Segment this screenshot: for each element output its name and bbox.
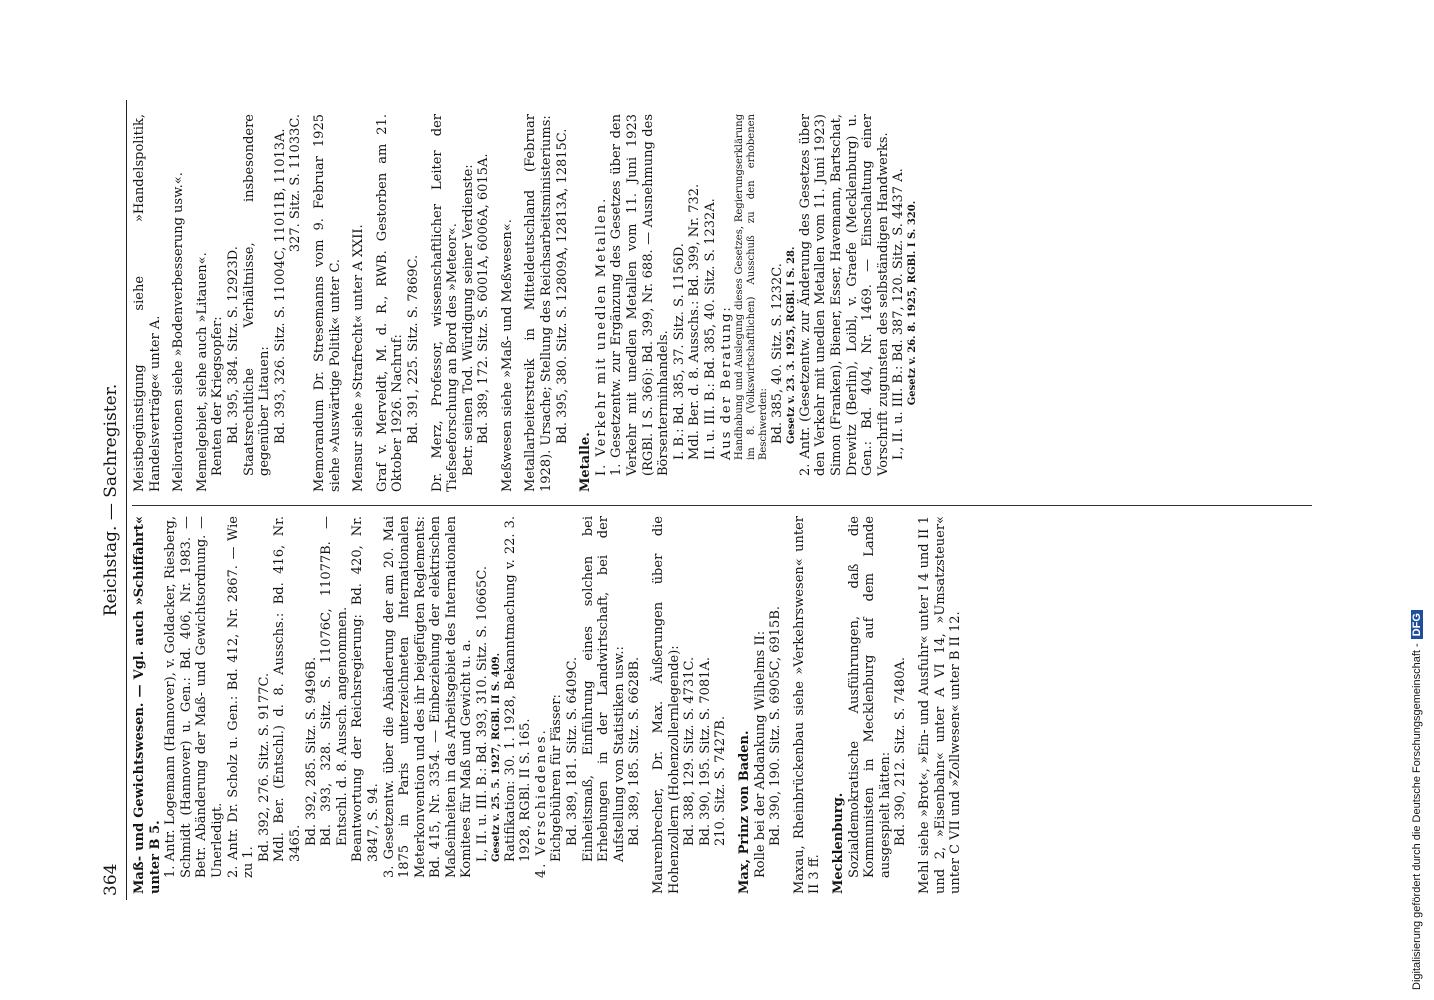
entry-meistbeguenstigung <box>132 114 163 492</box>
column-divider <box>132 505 1312 506</box>
digitization-credit <box>1410 0 1424 990</box>
text-line: I. Verkehr mit unedlen Metallen. <box>593 196 609 476</box>
text-line: Bd. 389, 185. Sitz. S. 6628B. <box>627 656 643 846</box>
text-line: I. B.: Bd. 385, 37. Sitz. S. 1156D. <box>671 243 687 460</box>
entry-metallarbeiterstreik <box>523 114 570 492</box>
text-line: Dr. Merz, Professor, wissenschaftlicher Leiter der Tiefseeforschung an Bord des »Meteor«. <box>429 114 461 492</box>
text-line: II. u. III. B.: Bd. 385, 40. Sitz. S. 1232A. <box>703 198 718 460</box>
entry-merveldt <box>375 114 422 492</box>
text-line: Rolle bei der Abdankung Wilhelms II: <box>752 630 768 878</box>
entry-mehl <box>917 516 964 894</box>
text-line: Bd. 389, 172. Sitz. S. 6001A, 6006A, 6015A. <box>476 153 492 444</box>
entry-mass-und-gewichtswesen <box>132 516 643 894</box>
text-line: Max, Prinz von Baden. <box>736 730 752 894</box>
right-column <box>132 114 1312 492</box>
entry-messwesen <box>500 114 516 492</box>
text-line: Memorandum Dr. Stresemanns vom 9. Februar 1925 siehe »Auswärtige Politik« unter C. <box>311 114 343 492</box>
text-line: 210. Sitz. S. 7427B. <box>713 716 729 846</box>
text-line: Graf v. Merveldt, M. d. R., RWB. Gestorben am 21. Oktober 1926. Nachruf: <box>374 114 406 492</box>
text-line: 4. Verschiedenes. <box>533 728 549 878</box>
text-line: Meliorationen siehe »Bodenverbesserung usw.«. <box>171 172 187 492</box>
left-column <box>132 516 1312 894</box>
text-line: Bd. 393, 328. Sitz. S. 11076C, 11077B. — Entschl. d. 8. Aussch. angenommen. <box>319 516 350 846</box>
text-line: Bd. 392, 276. Sitz. S. 9177C. <box>256 672 272 862</box>
text-line: Maß- und Gewichtswesen. — Vgl. auch »Schiffahrt« unter B 5. <box>132 516 163 894</box>
text-line: 1. Antr. Logemann (Hannover), v. Goldacker, Riesberg, Schmidt (Hannover) u. Gen.: Bd. 406, Nr. 1983. — Betr. Abänderung der Maß- und Gewichtsordnung. — Unerledigt. <box>163 516 225 878</box>
text-line: Mensur siehe »Strafrecht« unter A XXII. <box>351 224 367 492</box>
text-line: Beantwortung der Reichsregierung: Bd. 420, Nr. 3847, S. 94. <box>350 516 381 862</box>
text-line: Bd. 390, 212. Sitz. S. 7480A. <box>893 656 909 846</box>
text-line: I., II. u. III. B.: Bd. 393, 310. Sitz. S. 10665C. <box>475 566 491 862</box>
rotated-page <box>100 100 1320 900</box>
entry-maxau <box>792 516 823 894</box>
text-line: Einheitsmaß, Einführung eines solchen bei Erhebungen in der Landwirtschaft, bei der Aufstellung von Statistiken usw.: <box>580 516 627 862</box>
text-line: Betr. seinen Tod. Würdigung seiner Verdienste: <box>460 164 476 476</box>
entry-maurenbrecher <box>651 516 729 894</box>
text-line: Ratifikation: 30. 1. 1928, Bekanntmachung v. 22. 3. 1928, RGBl. II S. 165. <box>502 516 534 862</box>
text-line: Handhabung und Auslegung dieses Gesetzes, Regierungserklärung im 8. (Volkswirtschaftlichen) Ausschuß zu den erhobenen Beschwerden: <box>734 114 770 460</box>
text-line: Mdl. Ber. (Entschl.) d. 8. Ausschs.: Bd. 416, Nr. 3465. <box>272 516 303 862</box>
entry-mensur <box>351 114 367 492</box>
credit-text: Digitalisierung gefördert durch die Deutsche Forschungsgemeinschaft - <box>1411 643 1423 990</box>
running-title: Reichstag. — Sachregister. <box>101 383 121 617</box>
text-line: Maxau, Rheinbrückenbau siehe »Verkehrswesen« unter II 3 ff. <box>791 516 823 894</box>
text-line: Memelgebiet, siehe auch »Litauen«. <box>194 252 210 492</box>
entry-memorandum <box>312 114 343 492</box>
text-line: 2. Antr. Dr. Scholz u. Gen.: Bd. 412, Nr. 2867. — Wie zu 1. <box>225 516 257 878</box>
text-line: Maurenbrecher, Dr. Max. Äußerungen über die Hohenzollern (Hohenzollernlegende): <box>651 516 682 894</box>
text-line: Mecklenburg. <box>830 792 846 894</box>
text-line: Bd. 395, 384. Sitz. S. 12923D. <box>225 246 241 444</box>
entry-metalle <box>578 114 919 492</box>
text-line: Metalle. <box>578 432 594 492</box>
text-line: Meßwesen siehe »Maß- und Meßwesen«. <box>499 219 515 492</box>
dfg-logo: DFG <box>1411 610 1423 639</box>
page-number: 364 <box>101 863 121 896</box>
text-line: Bd. 388, 129. Sitz. S. 4731C. <box>682 656 698 846</box>
text-line: Aus der Beratung: <box>718 305 734 460</box>
text-line: I., II. u. III. B.: Bd. 387, 120. Sitz. S. 4437 A. <box>891 168 907 460</box>
text-line: Eichgebühren für Fässer: <box>549 694 565 862</box>
entry-mecklenburg <box>831 516 909 894</box>
text-line: Staatsrechtliche Verhältnisse, insbesondere gegenüber Litauen: <box>241 114 273 476</box>
text-line: Gesetz v. 25. 5. 1927, RGBl. II S. 409. <box>490 652 502 862</box>
page-header <box>100 100 127 900</box>
text-line: Bd. 395, 380. Sitz. S. 12809A, 12813A, 12815C. <box>554 128 570 444</box>
text-line: Bd. 393, 326. Sitz. S. 11004C, 11011B, 11013A. <box>272 128 288 444</box>
text-line: Gesetz v. 23. 3. 1925, RGBl. I S. 28. <box>785 246 797 444</box>
entry-merz <box>430 114 492 492</box>
text-line: Sozialdemokratische Ausführungen, daß die Kommunisten in Mecklenburg auf dem Lande ausgespielt hätten: <box>846 516 893 878</box>
text-line: Bd. 391, 225. Sitz. S. 7869C. <box>405 254 421 444</box>
text-line: 2. Antr. (Gesetzentw. zur Änderung des Gesetzes über den Verkehr mit unedlen Metallen vom 11. Juni 1923) Simon (Franken), Biener, Esser, Havemann, Bartschat, Drewitz (Berlin), Loibl, v. Graefe (Mecklenburg) u. Gen.: Bd. 404, Nr. 1469. — Einschaltung einer Vorschrift zugunsten des selbständigen Handwerks. <box>797 114 891 476</box>
text-line: 327. Sitz. S. 11033C. <box>288 114 304 253</box>
text-line: Bd. 390, 195. Sitz. S. 7081A. <box>697 656 713 846</box>
text-line: Mehl siehe »Brot«, »Ein- und Ausfuhr« unter I 4 und II 1 und 2, »Eisenbahn« unter A VI 14, »Umsatzsteuer« unter C VII und »Zollwesen« unter B II 12. <box>916 516 964 894</box>
text-line: Bd. 389, 181. Sitz. S. 6409C. <box>565 656 581 846</box>
entry-memelgebiet <box>195 114 304 492</box>
entry-max-prinz-von-baden <box>737 516 784 894</box>
text-line: Bd. 390, 190. Sitz. S. 6905C, 6915B. <box>768 605 784 846</box>
text-line: Metallarbeiterstreik in Mitteldeutschland (Februar 1928). Ursache; Stellung des Reichsarbeitsministeriums: <box>523 114 555 492</box>
text-line: 1. Gesetzentw. zur Ergänzung des Gesetzes über den Verkehr mit unedlen Metallen vom 11. Juni 1923 (RGBl. I S. 366): Bd. 399, Nr. 688. — Ausnehmung des Börsenterminhandels. <box>609 114 672 476</box>
text-line: Meistbegünstigung siehe »Handelspolitik, Handelsverträge« unter A. <box>132 114 163 492</box>
text-line: Renten der Kriegsopfer: <box>210 316 226 476</box>
text-line: Bd. 385, 40. Sitz. S. 1232C. <box>770 263 786 444</box>
text-line: Mdl. Ber. d. 8. Ausschs.: Bd. 399, Nr. 732. <box>687 183 703 460</box>
text-line: 3. Gesetzentw. über die Abänderung der am 20. Mai 1875 in Paris unterzeichneten Internationalen Meterkonvention und des ihr beigefügten Reglements: Bd. 415, Nr. 3354. — Einbeziehung der elektrischen Maßeinheiten in das Arbeitsgebiet des Internationalen Komitees für Maß und Gewicht u. a. <box>381 516 475 878</box>
text-line: Bd. 392, 285. Sitz. S. 9496B. <box>303 656 319 846</box>
text-line: Gesetz v. 26. 8. 1925, RGBl. I S. 320. <box>906 200 918 406</box>
entry-meliorationen <box>171 114 187 492</box>
